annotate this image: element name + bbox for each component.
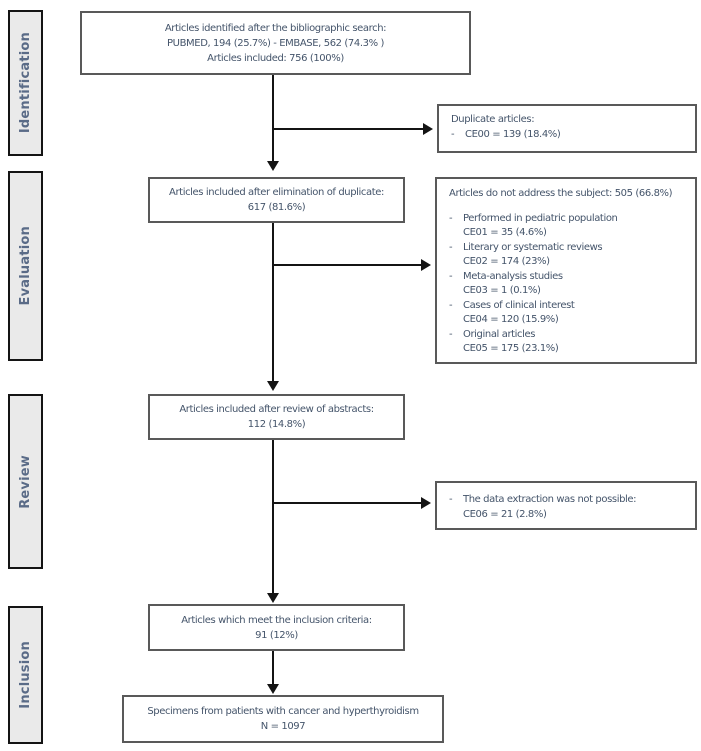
duplicates-item — [451, 127, 683, 142]
arrow-down-icon — [267, 381, 279, 391]
exclusion-reason-name: Performed in pediatric population — [463, 212, 618, 224]
box-line: Articles identified after the bibliographic search: — [164, 22, 387, 34]
arrow-down-icon — [267, 684, 279, 694]
exclusion-reason — [449, 212, 683, 227]
arrow-right-icon — [421, 259, 431, 271]
exclusion-reason — [449, 270, 683, 285]
connector-line — [272, 223, 274, 381]
box-line: 617 (81.6%) — [247, 202, 306, 213]
arrow-down-icon — [267, 593, 279, 603]
bullet-dash: - — [449, 494, 453, 505]
exclusion-reason-name: Literary or systematic reviews — [463, 241, 603, 253]
box-line: PUBMED, 194 (25.7%) - EMBASE, 562 (74.3% ) — [167, 37, 384, 49]
box-line: Articles included after review of abstracts: — [179, 404, 374, 415]
exclusion-reason-name: Original articles — [463, 328, 536, 340]
stage-label-text: Identification — [18, 32, 33, 134]
exclusion-reason-name: Cases of clinical interest — [463, 299, 575, 311]
box-line: Articles which meet the inclusion criteria: — [181, 614, 372, 626]
connector-line — [273, 502, 421, 504]
exclusion-title: Articles do not address the subject: 505 (66.8%) — [449, 188, 673, 199]
exclusion-reason-value: CE03 = 1 (0.1%) — [463, 285, 541, 296]
extraction-item-name: The data extraction was not possible: — [463, 494, 637, 505]
extraction-item-value: CE06 = 21 (2.8%) — [463, 509, 547, 520]
exclusion-reason-name: Meta-analysis studies — [463, 270, 563, 282]
box-after-duplicate-elimination — [148, 177, 405, 223]
bullet-dash: - — [451, 129, 455, 140]
box-line: 112 (14.8%) — [247, 419, 306, 430]
box-articles-identified — [80, 11, 471, 75]
box-after-abstract-review — [148, 394, 405, 440]
stage-label-text: Review — [18, 454, 33, 509]
bullet-dash: - — [449, 299, 453, 311]
stage-label-review — [8, 394, 43, 569]
exclusion-reason — [449, 299, 683, 314]
bullet-dash: - — [449, 212, 453, 224]
box-line: N = 1097 — [260, 721, 306, 732]
stage-label-evaluation — [8, 171, 43, 361]
exclusion-reason-value: CE04 = 120 (15.9%) — [463, 314, 559, 325]
box-specimens — [122, 695, 444, 743]
arrow-right-icon — [423, 123, 433, 135]
exclusion-reason — [449, 328, 683, 343]
bullet-dash: - — [449, 270, 453, 282]
duplicates-item-value: CE00 = 139 (18.4%) — [465, 129, 561, 140]
box-line: Articles included after elimination of duplicate: — [169, 187, 384, 198]
connector-line — [273, 264, 421, 266]
exclusion-reason-value: CE05 = 175 (23.1%) — [463, 343, 559, 354]
arrow-down-icon — [267, 161, 279, 171]
box-data-extraction — [435, 481, 697, 530]
exclusion-reason-value: CE02 = 174 (23%) — [463, 256, 550, 267]
duplicates-title: Duplicate articles: — [451, 114, 535, 125]
connector-line — [272, 75, 274, 161]
box-duplicate-articles — [437, 104, 697, 153]
box-line: Specimens from patients with cancer and hyperthyroidism — [147, 706, 419, 717]
stage-label-text: Inclusion — [18, 641, 33, 709]
connector-line — [272, 440, 274, 593]
arrow-right-icon — [421, 497, 431, 509]
box-line: Articles included: 756 (100%) — [207, 52, 344, 64]
extraction-item — [449, 492, 683, 507]
connector-line — [272, 651, 274, 684]
stage-label-identification — [8, 10, 43, 156]
box-inclusion-criteria — [148, 604, 405, 651]
connector-line — [273, 128, 423, 130]
stage-label-inclusion — [8, 606, 43, 744]
bullet-dash: - — [449, 328, 453, 340]
box-line: 91 (12%) — [255, 629, 298, 641]
stage-label-text: Evaluation — [18, 226, 33, 306]
box-not-address-subject — [435, 177, 697, 364]
exclusion-reason-value: CE01 = 35 (4.6%) — [463, 227, 547, 238]
exclusion-reason — [449, 241, 683, 256]
bullet-dash: - — [449, 241, 453, 253]
